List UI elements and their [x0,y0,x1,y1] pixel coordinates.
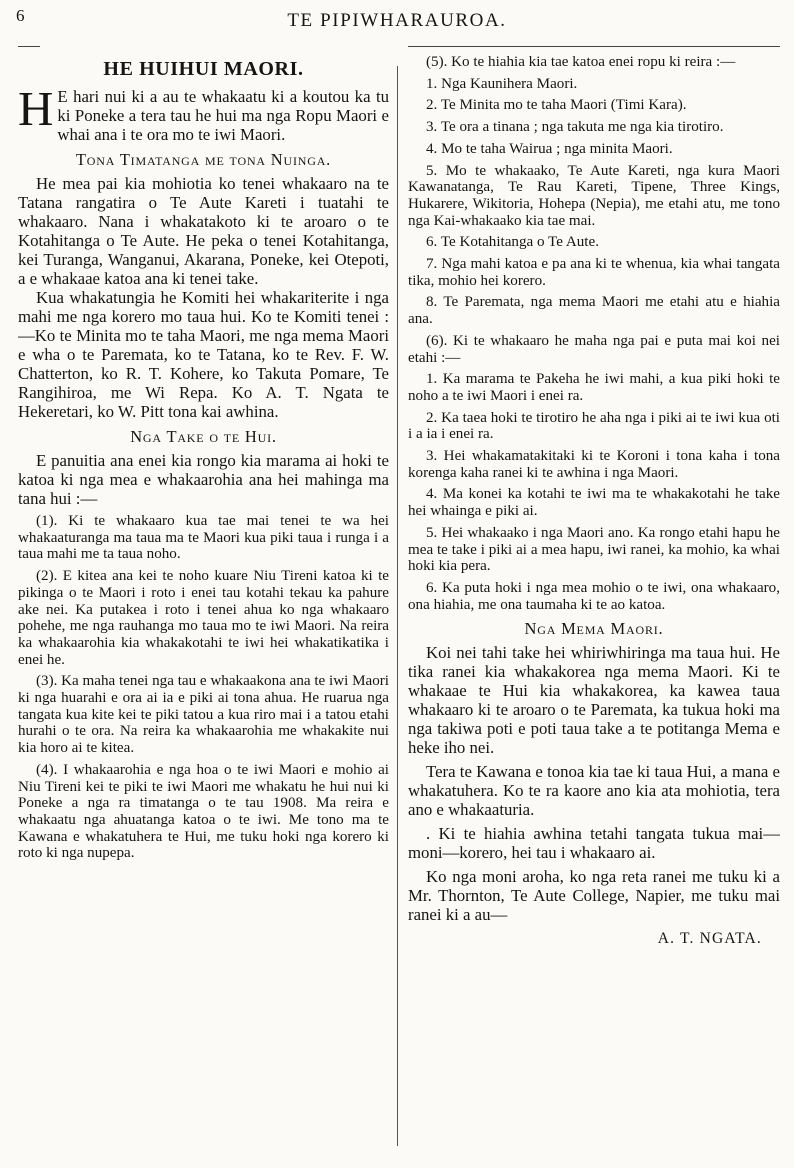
list6-entry-5: 5. Hei whakaako i nga Maori ano. Ka rongo etahi hapu he mea te take i piki ai a mea hapu, iwi ranei, ka mohio, ka whai hoki kia pera. [408,524,780,575]
signature: A. T. NGATA. [657,930,762,948]
list5-entry-7: 7. Nga mahi katoa e pa ana ki te whenua, kia whai tangata tika, mohio hei korero. [408,256,780,289]
object-item-3: (3). Ka maha tenei nga tau e whakaakona ana te iwi Maori ki nga huarahi e ora ai ia e piki ai tona ahua. He ruarua nga tangata kua kite kei te piki tatou a kua riro mai i a tatou etahi hurahi o te ora. Na reira ka whakaarohia me whakakite nui kia horo ai te kitea. [18,673,389,757]
object-item-1: (1). Ki te whakaaro kua tae mai tenei te wa hei whakaaturanga ma taua ma te Maori kua piki taua i runga i a taua mahi me ta taua noho. [18,513,389,563]
members-paragraph-2: Tera te Kawana e tonoa kia tae ki taua Hui, a mana e whakatuhera. Ko te ra kaore ano kia ata mohiotia, tera ano e whakaaturia. [408,762,780,820]
header-rule-right [408,46,780,47]
list6-entry-3: 3. Hei whakamatakitaki ki te Koroni i tona kaha i tona korenga kaha ranei ki te awhina i nga Maori. [408,448,780,481]
object-item-6-intro: (6). Ki te whakaaro he maha nga pai e puta mai koi nei etahi :— [408,332,780,366]
drop-cap: H [18,81,54,136]
header-rule-left [18,46,40,47]
subheading-origin: Tona Timatanga me tona Nuinga. [75,150,332,169]
list6-entry-1: 1. Ka marama te Pakeha he iwi mahi, a kua piki hoki te noho a te iwi Maori i enei ra. [408,371,780,404]
running-title: TE PIPIWHARAUROA. [287,10,507,31]
object-item-4: (4). I whakaarohia e nga hoa o te iwi Maori e mohio ai Niu Tireni kei te piki te iwi Maori me whakatu he hui nui ki Poneke a nga ra timatanga o te tau 1908. Ma reira e whakaatu nga ahuatanga katoa o te iwi. Me tono ma te Kawana e whakatuhera te Hui, me tuku hoki nga korero ki roto ki nga nupepa. [18,761,389,862]
object-item-5-intro: (5). Ko te hiahia kia tae katoa enei ropu ki reira :— [426,54,736,70]
list5-entry-1: 1. Nga Kaunihera Maori. [426,75,578,92]
members-paragraph-3: . Ki te hiahia awhina tetahi tangata tukua mai—moni—korero, hei tau i whakaaro ai. [408,824,780,863]
article-title: HE HUIHUI MAORI. [103,58,304,80]
list6-entry-6: 6. Ka puta hoki i nga mea mohio o te iwi, ona whakaaro, ona hiahia, me ona taumaha ki te ao katoa. [408,579,780,613]
members-paragraph-1: Koi nei tahi take hei whiriwhiringa ma taua hui. He tika ranei kia whakakorea nga mema Maori. Ki te whakaae te Hui kia whakakorea, ka kawea taua whakaaro ki te aroaro o te Paremata, ka tukua hoki ma nga takiwa poti e poti taua take a te potitanga Mema e heke iho nei. [408,643,780,758]
intro-text: E hari nui ki a au te whakaatu ki a koutou ka tu ki Poneke a tera tau he hui ma nga Ropu Maori e whai ana i te ora mo te iwi Maori. [57,87,389,144]
list5-entry-6: 6. Te Kotahitanga o Te Aute. [426,234,599,251]
intro-paragraph [18,81,389,144]
page-number: 6 [16,6,25,25]
members-paragraph-4: Ko nga moni aroha, ko nga reta ranei me tuku ki a Mr. Thornton, Te Aute College, Napier, me tuku mai ranei ki a au— [408,867,780,925]
object-item-2: (2). E kitea ana kei te noho kuare Niu Tireni katoa ki te pikinga o te Maori i roto i enei tau kotahi tekau ka pahure ake nei. Ka putakea i roto i tenei ahua ko nga whakaaro pohehe, me nga rauhanga mo taua mo te iwi Maori. Na reira ka whakaarohia kia whakakotahi te iwi hei whakatikatika i enei he. [18,568,389,668]
right-column [408,54,780,948]
list5-entry-2: 2. Te Minita mo te taha Maori (Timi Kara). [426,97,687,114]
subheading-objects: Nga Take o te Hui. [130,427,277,446]
page-header [0,0,794,44]
committee-paragraph: Kua whakatungia he Komiti hei whakariterite i nga mahi me nga korero mo taua hui. Ko te Komiti tenei :—Ko te Minita mo te taha Maori, me nga mema Maori e wha o te Paremata, ko te Tatana, ko te Rev. F. W. Chatterton, ko R. T. Kohere, ko Takuta Pomare, Te Rangihiroa, me Wi Repa. Ko A. T. Ngata te Hekeretari, ko W. Pitt tona kai awhina. [18,288,389,421]
list5-entry-3: 3. Te ora a tinana ; nga takuta me nga kia tirotiro. [426,119,724,136]
origin-paragraph: He mea pai kia mohiotia ko tenei whakaaro na te Tatana rangatira o Te Aute Kareti i tuatahi te whakaaro. Nana i whakatakoto ki te aroaro o te Kotahitanga o Te Aute. He peka o tenei Kotahitanga, kei Turanga, Wanganui, Akarana, Poneke, kei Otepoti, a e whakaae katoa ana ki tenei take. [18,174,389,288]
column-divider [397,66,398,1146]
left-column [18,54,389,862]
list5-entry-4: 4. Mo te taha Wairua ; nga minita Maori. [426,140,673,157]
list5-entry-5: 5. Mo te whakaako, Te Aute Kareti, nga kura Maori Kawanatanga, Te Rau Kareti, Tipene, Three Kings, Hukarere, Wikitoria, Hohepa (Nepia), me etahi atu, me tono nga Kai-whakaako kia tae mai. [408,162,780,229]
list5-entry-8: 8. Te Paremata, nga mema Maori me etahi atu e hiahia ana. [408,294,780,328]
subheading-members: Nga Mema Maori. [524,619,664,639]
objects-intro: E panuitia ana enei kia rongo kia marama ai hoki te katoa ki nga mea e whakaarohia ana hei mahinga ma tana hui :— [18,451,389,508]
list6-entry-2: 2. Ka taea hoki te tirotiro he aha nga i piki ai te iwi kua oti i a ia i enei ra. [408,409,780,443]
list6-entry-4: 4. Ma konei ka kotahi te iwi ma te whakakotahi he take hei whainga e piki ai. [408,486,780,520]
